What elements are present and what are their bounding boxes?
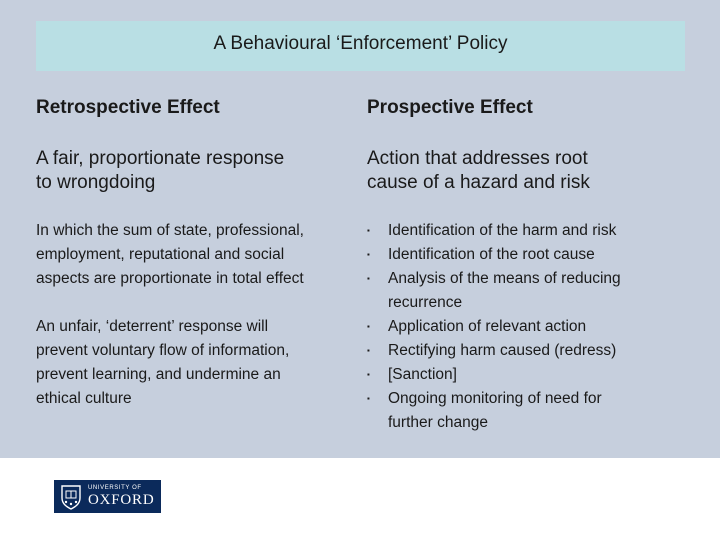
prospective-bullet-list <box>367 219 687 435</box>
bullet-item <box>367 363 687 387</box>
slide-title: A Behavioural ‘Enforcement’ Policy <box>213 33 508 54</box>
oxford-logo <box>54 480 161 513</box>
crest-icon <box>60 484 82 510</box>
bullet-marker: ▪ <box>367 250 370 259</box>
bullet-item <box>367 243 687 267</box>
logo-small-text: UNIVERSITY OF <box>88 485 142 491</box>
paragraph-line: In which the sum of state, professional, <box>36 222 304 239</box>
bullet-marker: ▪ <box>367 346 370 355</box>
left-lead-text <box>36 147 366 195</box>
bullet-marker: ▪ <box>367 394 370 403</box>
paragraph-line: aspects are proportionate in total effect <box>36 270 304 287</box>
lead-line: A fair, proportionate response <box>36 148 285 169</box>
bullet-line: Analysis of the means of reducing <box>388 270 621 287</box>
logo-big-text: OXFORD <box>88 492 155 508</box>
bullet-marker: ▪ <box>367 370 370 379</box>
bullet-line: further change <box>388 414 488 431</box>
right-lead-text <box>367 147 697 195</box>
lead-line: to wrongdoing <box>36 172 156 193</box>
lead-line: Action that addresses root <box>367 148 588 169</box>
bullet-line: Rectifying harm caused (redress) <box>388 342 617 359</box>
bullet-marker: ▪ <box>367 226 370 235</box>
bullet-item <box>367 387 687 435</box>
bullet-line: Ongoing monitoring of need for <box>388 390 602 407</box>
bullet-line: Identification of the harm and risk <box>388 222 617 239</box>
title-bar <box>36 21 685 71</box>
bullet-marker: ▪ <box>367 322 370 331</box>
paragraph-line: employment, reputational and social <box>36 246 285 263</box>
bullet-item <box>367 219 687 243</box>
bullet-marker: ▪ <box>367 274 370 283</box>
bullet-item <box>367 315 687 339</box>
paragraph-line: An unfair, ‘deterrent’ response will <box>36 318 269 335</box>
paragraph-line: prevent voluntary flow of information, <box>36 342 290 359</box>
left-paragraph-proportionate <box>36 219 356 291</box>
left-column-heading: Retrospective Effect <box>36 97 220 118</box>
logo-wordmark <box>88 485 154 508</box>
paragraph-line: prevent learning, and undermine an <box>36 366 281 383</box>
bullet-line: recurrence <box>388 294 463 311</box>
bullet-line: [Sanction] <box>388 366 457 383</box>
bullet-line: Identification of the root cause <box>388 246 595 263</box>
bullet-line: Application of relevant action <box>388 318 587 335</box>
bullet-item <box>367 267 687 315</box>
right-column-heading: Prospective Effect <box>367 97 533 118</box>
lead-line: cause of a hazard and risk <box>367 172 590 193</box>
paragraph-line: ethical culture <box>36 390 132 407</box>
left-paragraph-unfair <box>36 315 356 411</box>
bullet-item <box>367 339 687 363</box>
